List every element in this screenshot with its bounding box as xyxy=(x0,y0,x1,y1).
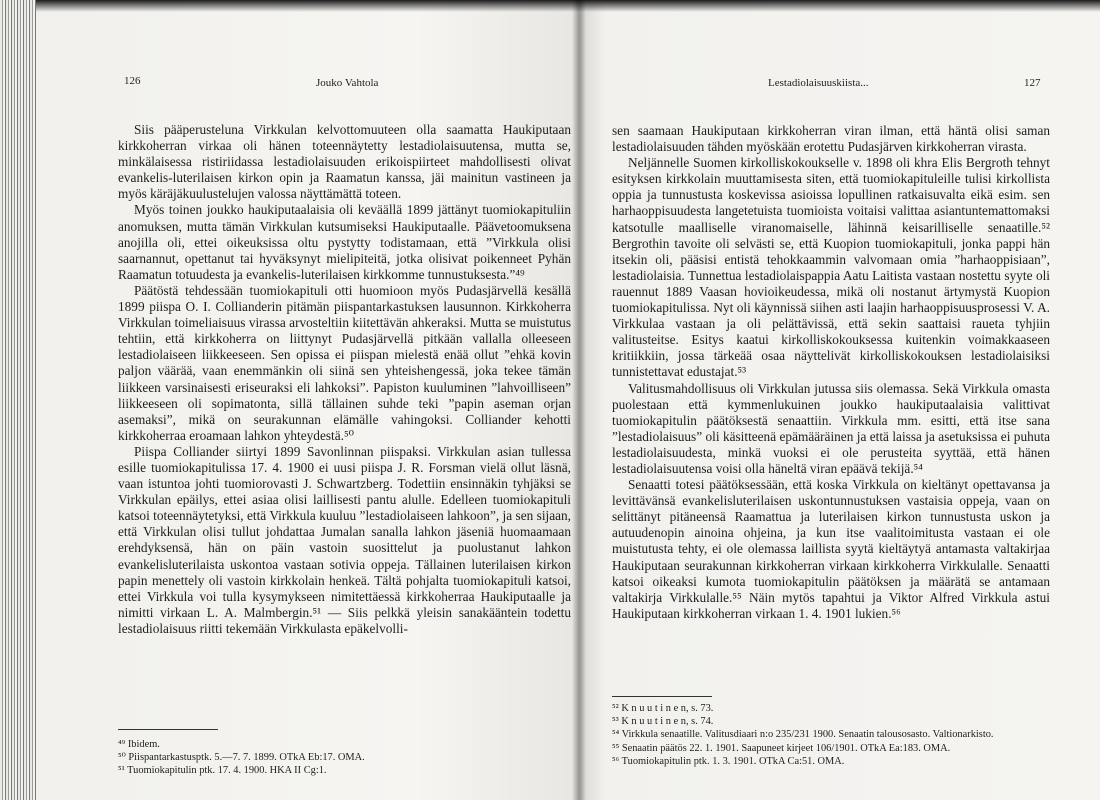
top-shadow xyxy=(580,0,1100,12)
footnotes xyxy=(118,738,558,778)
footnote: ⁵² K n u u t i n e n, s. 73. xyxy=(612,703,714,714)
paragraph: Myös toinen joukko haukiputaalaisia oli keväällä 1899 jättänyt tuomiokapituliin anomuksen, mutta tämän Virkkulan kutsumiseksi Haukiputaalle. Päävetoomuksena anojilla oli, ettei oikeuksissa oltu pystytty todistamaan, että ”Virkkula olisi saarnannut, opettanut tai hyväksynyt mielipiteitä, jotka olisivat poikenneet Pyhän Raamatun totuudesta ja evankelis-luterilaisen kirkkomme tunnustuksesta.”⁴⁹ xyxy=(118,202,571,282)
page-number: 127 xyxy=(1024,77,1041,89)
footnote: ⁵⁴ Virkkula senaatille. Valitusdiaari n:o 235/231 1900. Senaatin talousosasto. Valtionarkisto. xyxy=(612,729,994,741)
paragraph: Neljännelle Suomen kirkolliskokoukselle v. 1898 oli khra Elis Bergroth tehnyt esityksen kirkkolain muuttamisesta siten, että tuomiokapituleille tulisi kirkollista oppia ja tunnustusta koskevissa asioissa lopullinen ratkaisuvalta eikä esim. sen harhaoppisuudesta langetetuista tuomioista voitaisi valittaa asiantuntemattomaksi katsotulle maalliselle viranomaiselle, lähinnä keisarilliselle senaatille.⁵² Bergrothin tavoite oli selvästi se, että Kuopion tuomiokapituli, jonka pappi hän itsekin oli, pääsisi entistä tehokkaammin valvomaan omia ”harhaoppisiaan”, lestadiolaisia. Tunnettua lestadiolaispappia Aatu Laitista vastaan nostettu syyte oli rauennut 1889 Vaasan hovioikeudessa, mikä oli nostanut ärtymystä Kuopion tuomiokapitulissa. Nyt oli käynnissä siihen asti laajin harhaoppisuusprosessi V. A. Virkkulaa vastaan ja oli pelättävissä, että sekin saattaisi raueta tyhjiin valitusteitse. Esitys kaatui kirkolliskokouksessa kuitenkin voimakkaaseen kritiikkiin, jossa tärkeää osaa näyttelivät kirkolliskokouksen lestadiolaisiksi tunnistettavat edustajat.⁵³ xyxy=(612,155,1050,380)
paragraph: Valitusmahdollisuus oli Virkkulan jutussa siis olemassa. Sekä Virkkula omasta puolestaan että kymmenlukuinen joukko haukiputaalaisia valittivat tuomiokapitulin päätöksestä senaattiin. Virkkula mm. esitti, että itse sana ”lestadiolaisuus” oli käsitteenä epämääräinen ja että laissa ja asetuksissa ei puhuta lestadiolaisuudesta, minkä vuoksi ei ole perusteita syyttää, että hänen lestadiolaisuutensa voisi olla häneltä viran epäävä tekijä.⁵⁴ xyxy=(612,380,1050,476)
footnote: ⁵³ K n u u t i n e n, s. 74. xyxy=(612,716,714,728)
paragraph: Senaatti totesi päätöksessään, että koska Virkkula on kieltänyt opettavansa ja levittävänsä evankelisluterilaisen uskontunnustuksen vastaisia oppeja, vaan on selittänyt pitäneensä Raamattua ja luterilaisen kirkon tunnustusta uskon ja autuudenopin ainoina ohjeina, ja kun itse vaalitoimitusta vastaan ei ole muistutusta tehty, ei ole olemassa laillista syytä kieltäytyä antamasta valtakirjaa Haukiputaan seurakunnan kirkkoherran virkaan kirkkoherra Virkkulalle. Senaatti katsoi oikeaksi kumota tuomiokapitulin päätöksen ja määrätä se antamaan valtakirja Virkkulalle.⁵⁵ Näin mytös tapahtui ja Viktor Alfred Virkkula astui Haukiputaan kirkkoherran virkaan 1. 4. 1901 lukien.⁵⁶ xyxy=(612,477,1050,621)
top-shadow xyxy=(36,0,580,12)
running-head: Jouko Vahtola xyxy=(316,77,379,89)
right-page xyxy=(580,0,1100,800)
book-gutter xyxy=(572,0,586,800)
page-edge-stack xyxy=(0,0,36,800)
paragraph: Päätöstä tehdessään tuomiokapituli otti huomioon myös Pudasjärvellä kesällä 1899 piispa O. I. Collianderin pitämän piispantarkastuksen lausunnon. Kirkkoherra Virkkulan toimeliaisuus virassa arvosteltiin kiitettävän ahkeraksi. Mutta se muistutus tehtiin, että kirkkoherra on liittynyt Pudasjärvellä pitkään vallalla olleeseen lestadiolaiseen liikkeeseen. Sen opissa ei piispan mielestä enää ollut ”ehkä kovin paljon väärää, vaan enemmänkin oli siinä sen yhteishengessä, joka tekee tämän liikkeen varsinaisesti eriseuraksi eli lahkoksi”. Papiston kuuluminen ”lahvoilliseen” liikkeeseen oli sopimatonta, sillä tällainen suhde teki ”papin aseman orjan asemaksi”, mikä on seurakunnan elämälle vahingoksi. Colliander kehotti kirkkoherraa eroamaan lahkon yhteydestä.⁵⁰ xyxy=(118,282,571,443)
body-text xyxy=(118,122,571,637)
paragraph: Siis pääperusteluna Virkkulan kelvottomuuteen olla saamatta Haukiputaan kirkkoherran virkaa oli hänen toteennäytetty lestadiolaisuutensa, mutta se, minkälaisessa ristiriidassa lestadiolaisuuden erikoispiirteet mahdollisesti olivat evankelis-luterilaisen kirkon opin ja Raamatun kanssa, jäi mainitun vastineen ja myös käräjäkuulustelujen valossa näyttämättä toteen. xyxy=(118,122,571,202)
footnote: ⁴⁹ Ibidem. xyxy=(118,739,160,750)
paragraph: sen saamaan Haukiputaan kirkkoherran viran ilman, että häntä olisi saman lestadiolaisuuden tähden myöskään erotettu Pudasjärven kirkkoherran virasta. xyxy=(612,123,1050,155)
body-text xyxy=(612,123,1050,622)
footnote: ⁵¹ Tuomiokapitulin ptk. 17. 4. 1900. HKA II Cg:1. xyxy=(118,765,327,777)
left-page xyxy=(36,0,580,800)
footnote-rule xyxy=(612,696,712,697)
footnote: ⁵⁶ Tuomiokapitulin ptk. 1. 3. 1901. OTkA Ca:51. OMA. xyxy=(612,755,845,767)
running-head: Lestadiolaisuuskiista... xyxy=(768,77,869,89)
page-number: 126 xyxy=(124,75,141,87)
footnotes xyxy=(612,702,1052,768)
footnote-rule xyxy=(118,729,218,730)
footnote: ⁵⁵ Senaatin päätös 22. 1. 1901. Saapuneet kirjeet 106/1901. OTkA Ea:183. OMA. xyxy=(612,742,951,754)
paragraph: Piispa Colliander siirtyi 1899 Savonlinnan piispaksi. Virkkulan asian tullessa esille tuomiokapitulissa 17. 4. 1900 ei uusi piispa J. R. Forsman vielä ollut läsnä, vaan istuntoa johti tuomiorovasti J. Schwartzberg. Todettiin ensinnäkin tyhjäksi se Virkkulan epäilys, ettei asiaa olisi laillisesti pantu alulle. Edelleen tuomiokapituli katsoi toteennäytetyksi, että Virkkula kuuluu ”lestadiolaiseen lahkoon”, ja sen sijaan, että Virkkulan olisi tullut johdattaa Jumalan sanalla lahkon jäseniä huomaamaan erehdyksensä, hän on päin vastoin suosittelut ja puolustanut lahkon evankelisluterilaista uskontoa vastaan sotivia oppeja. Tällainen luterilaisen kirkon papin menettely oli vastoin kirkkolain henkeä. Tältä pohjalta tuomiokapituli katsoi, ettei Virkkula voi tulla kysymykseen nimitettäessä kirkkoherraa Haukiputaalle ja nimitti virkaan L. A. Malmbergin.⁵¹ — Siis pelkkä yleisin sanakääntein todettu lestadiolaisuus riitti tekemään Virkkulasta epäkelvolli- xyxy=(118,443,571,636)
footnote: ⁵⁰ Piispantarkastusptk. 5.—7. 7. 1899. OTkA Eb:17. OMA. xyxy=(118,752,365,764)
